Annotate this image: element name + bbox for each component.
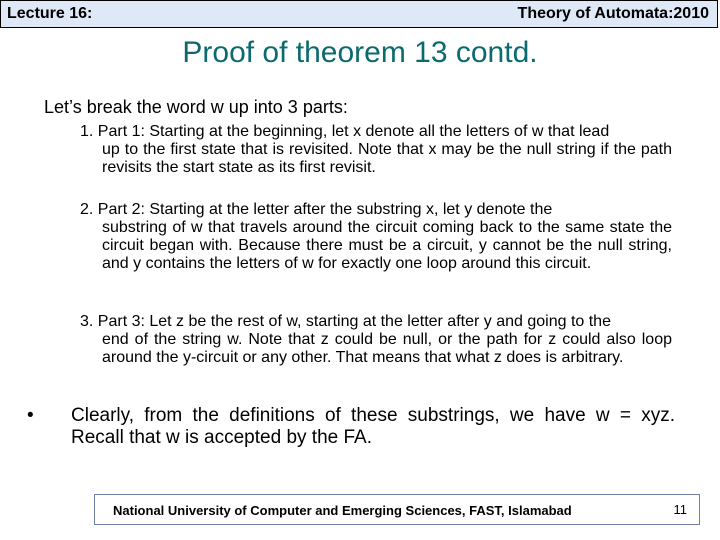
part-2-rest: substring of w that travels around the circuit coming back to the same state the circuit began with. Because there must be a circuit, y cannot be the null string, and y contains the letters of w for exactly one loop around this circuit. [102,219,672,272]
slide-footer [94,494,700,525]
slide-header [0,0,718,28]
footer-organization: National University of Computer and Emerging Sciences, FAST, Islamabad [113,503,572,518]
part-3-first-line: 3. Part 3: Let z be the rest of w, starting at the letter after y and going to the [80,313,611,330]
part-1-first-line: 1. Part 1: Starting at the beginning, let x denote all the letters of w that lead [80,123,610,140]
conclusion-text: Clearly, from the definitions of these substrings, we have w = xyz. Recall that w is accepted by the FA. [71,405,675,448]
page-number: 11 [673,502,687,517]
part-1-rest: up to the first state that is revisited. Note that x may be the null string if the path revisits the start state as its first revisit. [102,141,672,176]
bullet-icon: • [27,405,34,426]
course-label: Theory of Automata:2010 [517,5,709,22]
part-3 [80,313,672,367]
part-2 [80,201,672,273]
part-2-first-line: 2. Part 2: Starting at the letter after the substring x, let y denote the [80,201,553,218]
intro-text: Let’s break the word w up into 3 parts: [44,97,348,117]
lecture-label: Lecture 16: [7,5,93,22]
slide-title: Proof of theorem 13 contd. [182,36,538,69]
part-3-rest: end of the string w. Note that z could be null, or the path for z could also loop around the y-circuit or any other. That means that what z does is arbitrary. [102,331,672,366]
part-1 [80,123,672,177]
